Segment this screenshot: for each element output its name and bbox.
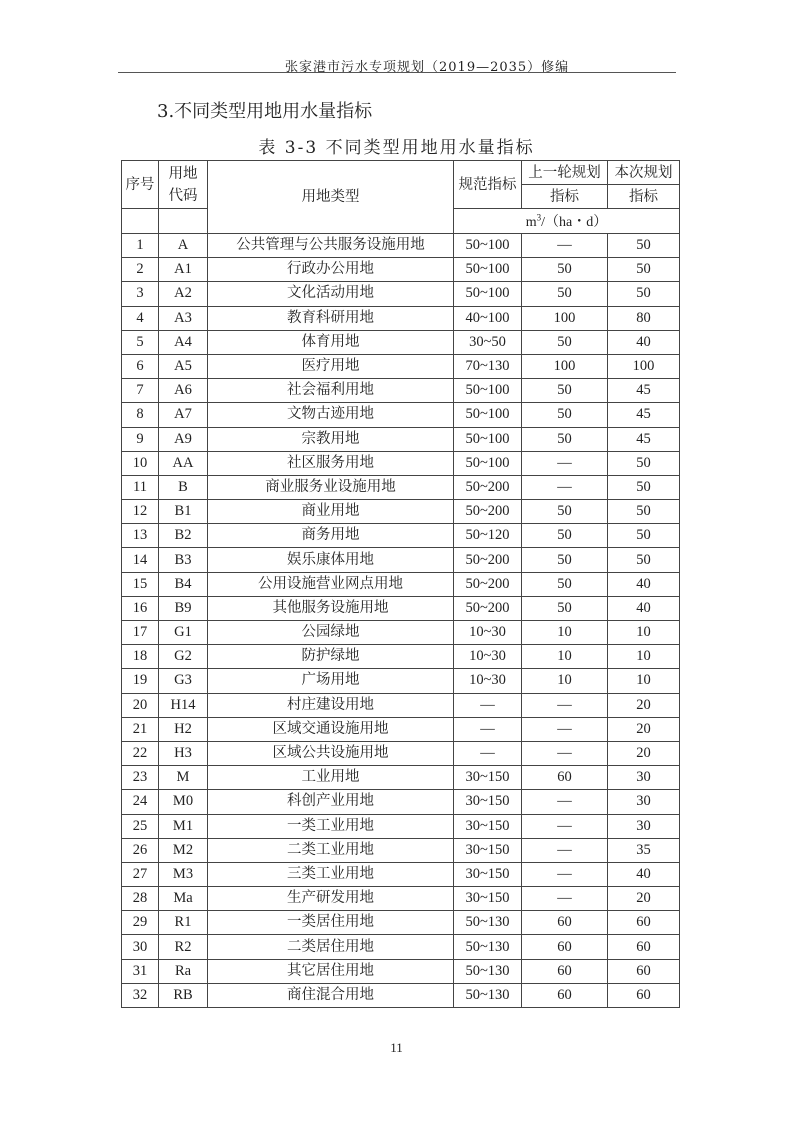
row-standard: 50~200 (454, 548, 522, 572)
row-standard: 50~100 (454, 451, 522, 475)
table-row (122, 814, 680, 838)
row-standard: 50~120 (454, 524, 522, 548)
row-current: 50 (608, 234, 680, 258)
page-number: 11 (390, 1040, 403, 1055)
row-code: Ma (159, 887, 208, 911)
unit-suffix: /（ha・d） (541, 215, 608, 230)
header-code (159, 161, 208, 209)
row-code: M (159, 766, 208, 790)
row-type: 宗教用地 (208, 427, 454, 451)
row-previous: 50 (522, 548, 608, 572)
table-row (122, 427, 680, 451)
row-code: B1 (159, 500, 208, 524)
water-use-index-table (121, 160, 680, 1008)
row-standard: — (454, 693, 522, 717)
row-previous: 100 (522, 354, 608, 378)
row-current: 40 (608, 572, 680, 596)
row-code: H2 (159, 717, 208, 741)
row-current: 40 (608, 862, 680, 886)
row-code: G2 (159, 645, 208, 669)
row-previous: 50 (522, 282, 608, 306)
table-row (122, 862, 680, 886)
table-caption: 表 3-3 不同类型用地用水量指标 (258, 138, 535, 158)
row-type: 公用设施营业网点用地 (208, 572, 454, 596)
table-row (122, 790, 680, 814)
row-standard: 10~30 (454, 645, 522, 669)
row-standard: 30~150 (454, 887, 522, 911)
row-code: A (159, 234, 208, 258)
row-code: A2 (159, 282, 208, 306)
table-row (122, 354, 680, 378)
row-current: 60 (608, 911, 680, 935)
row-current: 30 (608, 814, 680, 838)
table-row (122, 935, 680, 959)
row-seq: 5 (122, 330, 159, 354)
row-code: A5 (159, 354, 208, 378)
row-code: A3 (159, 306, 208, 330)
row-current: 100 (608, 354, 680, 378)
table-row (122, 403, 680, 427)
row-type: 商住混合用地 (208, 983, 454, 1007)
row-previous: 10 (522, 669, 608, 693)
row-current: 50 (608, 451, 680, 475)
table-row (122, 717, 680, 741)
row-seq: 9 (122, 427, 159, 451)
row-seq: 27 (122, 862, 159, 886)
row-previous: 60 (522, 959, 608, 983)
unit-prefix: m (525, 215, 537, 230)
header-code-line1: 用地 (168, 165, 198, 182)
table-row (122, 959, 680, 983)
row-type: 商业服务业设施用地 (208, 475, 454, 499)
row-seq: 31 (122, 959, 159, 983)
row-previous: — (522, 717, 608, 741)
row-standard: 50~100 (454, 234, 522, 258)
row-seq: 20 (122, 693, 159, 717)
row-standard: 50~130 (454, 959, 522, 983)
row-standard: 30~150 (454, 790, 522, 814)
row-current: 20 (608, 741, 680, 765)
row-code: B (159, 475, 208, 499)
header-previous-line2: 指标 (522, 185, 608, 209)
header-code-line2: 代码 (168, 187, 198, 204)
row-previous: 60 (522, 766, 608, 790)
row-previous: 50 (522, 379, 608, 403)
row-current: 40 (608, 596, 680, 620)
row-previous: 60 (522, 935, 608, 959)
row-seq: 2 (122, 258, 159, 282)
row-type: 科创产业用地 (208, 790, 454, 814)
row-code: A1 (159, 258, 208, 282)
row-current: 10 (608, 669, 680, 693)
table-row (122, 766, 680, 790)
row-current: 35 (608, 838, 680, 862)
row-previous: — (522, 862, 608, 886)
row-current: 10 (608, 645, 680, 669)
row-code: A7 (159, 403, 208, 427)
table-row (122, 258, 680, 282)
row-current: 20 (608, 693, 680, 717)
row-code: A9 (159, 427, 208, 451)
table-row (122, 693, 680, 717)
row-type: 体育用地 (208, 330, 454, 354)
row-seq: 17 (122, 621, 159, 645)
row-standard: — (454, 717, 522, 741)
row-current: 45 (608, 403, 680, 427)
unit-superscript: 3 (536, 212, 542, 223)
row-type: 公共管理与公共服务设施用地 (208, 234, 454, 258)
row-previous: — (522, 814, 608, 838)
row-code: M1 (159, 814, 208, 838)
header-previous-line1: 上一轮规划 (522, 161, 608, 185)
row-code: B9 (159, 596, 208, 620)
row-standard: 30~150 (454, 814, 522, 838)
header-current-line2: 指标 (608, 185, 680, 209)
table-row (122, 669, 680, 693)
row-previous: — (522, 741, 608, 765)
row-code: RB (159, 983, 208, 1007)
row-code: M3 (159, 862, 208, 886)
table-row (122, 282, 680, 306)
row-type: 医疗用地 (208, 354, 454, 378)
table-row (122, 306, 680, 330)
table-row (122, 379, 680, 403)
row-current: 60 (608, 983, 680, 1007)
table-row (122, 330, 680, 354)
header-current-line1: 本次规划 (608, 161, 680, 185)
row-previous: 60 (522, 911, 608, 935)
row-previous: — (522, 790, 608, 814)
header-seq-continued (122, 209, 159, 234)
row-current: 60 (608, 935, 680, 959)
row-standard: 50~200 (454, 572, 522, 596)
row-previous: 50 (522, 403, 608, 427)
row-current: 50 (608, 500, 680, 524)
row-previous: — (522, 693, 608, 717)
row-current: 10 (608, 621, 680, 645)
row-current: 50 (608, 524, 680, 548)
row-current: 20 (608, 887, 680, 911)
row-standard: 50~100 (454, 258, 522, 282)
row-code: AA (159, 451, 208, 475)
row-type: 工业用地 (208, 766, 454, 790)
row-current: 50 (608, 475, 680, 499)
row-standard: 50~130 (454, 983, 522, 1007)
header-seq-label: 序号 (125, 176, 155, 193)
row-seq: 11 (122, 475, 159, 499)
row-code: G3 (159, 669, 208, 693)
row-current: 45 (608, 427, 680, 451)
row-standard: 50~130 (454, 911, 522, 935)
row-previous: 50 (522, 524, 608, 548)
row-code: Ra (159, 959, 208, 983)
row-seq: 14 (122, 548, 159, 572)
row-type: 公园绿地 (208, 621, 454, 645)
row-previous: — (522, 475, 608, 499)
row-seq: 10 (122, 451, 159, 475)
row-seq: 32 (122, 983, 159, 1007)
header-standard-label: 规范指标 (458, 176, 517, 193)
row-type: 生产研发用地 (208, 887, 454, 911)
row-current: 30 (608, 766, 680, 790)
table-row (122, 524, 680, 548)
row-previous: 50 (522, 258, 608, 282)
header-seq (122, 161, 159, 209)
row-seq: 28 (122, 887, 159, 911)
table-row (122, 887, 680, 911)
table-row (122, 596, 680, 620)
row-seq: 29 (122, 911, 159, 935)
row-standard: 30~50 (454, 330, 522, 354)
header-type-label: 用地类型 (301, 189, 360, 205)
table-row (122, 911, 680, 935)
row-type: 区域公共设施用地 (208, 741, 454, 765)
row-seq: 21 (122, 717, 159, 741)
row-standard: 50~100 (454, 427, 522, 451)
header-code-continued (159, 209, 208, 234)
table-body (122, 234, 680, 1008)
section-title: 3.不同类型用地用水量指标 (157, 101, 373, 122)
row-standard: 10~30 (454, 669, 522, 693)
table-row (122, 741, 680, 765)
row-type: 防护绿地 (208, 645, 454, 669)
row-type: 村庄建设用地 (208, 693, 454, 717)
row-seq: 6 (122, 354, 159, 378)
row-previous: — (522, 887, 608, 911)
row-type: 娱乐康体用地 (208, 548, 454, 572)
row-type: 其它居住用地 (208, 959, 454, 983)
row-seq: 23 (122, 766, 159, 790)
row-type: 广场用地 (208, 669, 454, 693)
row-seq: 12 (122, 500, 159, 524)
row-current: 40 (608, 330, 680, 354)
row-standard: 30~150 (454, 766, 522, 790)
row-seq: 22 (122, 741, 159, 765)
row-type: 社会福利用地 (208, 379, 454, 403)
table-row (122, 548, 680, 572)
row-type: 三类工业用地 (208, 862, 454, 886)
row-seq: 7 (122, 379, 159, 403)
row-standard: 50~200 (454, 596, 522, 620)
row-type: 二类居住用地 (208, 935, 454, 959)
row-previous: 50 (522, 427, 608, 451)
row-code: R2 (159, 935, 208, 959)
row-seq: 19 (122, 669, 159, 693)
row-code: G1 (159, 621, 208, 645)
table-row (122, 475, 680, 499)
row-code: R1 (159, 911, 208, 935)
row-previous: 10 (522, 621, 608, 645)
row-type: 教育科研用地 (208, 306, 454, 330)
row-previous: — (522, 451, 608, 475)
row-code: B2 (159, 524, 208, 548)
row-previous: 50 (522, 500, 608, 524)
row-standard: 50~100 (454, 379, 522, 403)
row-seq: 25 (122, 814, 159, 838)
row-previous: 60 (522, 983, 608, 1007)
header-type (208, 161, 454, 234)
header-standard (454, 161, 522, 209)
row-seq: 30 (122, 935, 159, 959)
table-row (122, 645, 680, 669)
row-standard: 50~200 (454, 500, 522, 524)
row-code: H3 (159, 741, 208, 765)
row-standard: 50~100 (454, 403, 522, 427)
row-standard: 50~130 (454, 935, 522, 959)
row-previous: 50 (522, 330, 608, 354)
row-seq: 18 (122, 645, 159, 669)
row-seq: 13 (122, 524, 159, 548)
row-standard: 50~100 (454, 282, 522, 306)
row-seq: 26 (122, 838, 159, 862)
table-row (122, 500, 680, 524)
row-current: 50 (608, 258, 680, 282)
row-type: 文化活动用地 (208, 282, 454, 306)
row-type: 区域交通设施用地 (208, 717, 454, 741)
row-seq: 3 (122, 282, 159, 306)
row-code: B3 (159, 548, 208, 572)
row-current: 60 (608, 959, 680, 983)
unit-row (454, 209, 680, 234)
table-row (122, 234, 680, 258)
row-previous: 100 (522, 306, 608, 330)
row-code: B4 (159, 572, 208, 596)
row-previous: 50 (522, 596, 608, 620)
row-seq: 8 (122, 403, 159, 427)
row-type: 二类工业用地 (208, 838, 454, 862)
row-seq: 1 (122, 234, 159, 258)
row-previous: 50 (522, 572, 608, 596)
running-header: 张家港市污水专项规划（2019—2035）修编 (285, 60, 570, 75)
row-standard: 30~150 (454, 862, 522, 886)
table-row (122, 983, 680, 1007)
row-seq: 24 (122, 790, 159, 814)
row-code: M0 (159, 790, 208, 814)
row-seq: 4 (122, 306, 159, 330)
row-current: 30 (608, 790, 680, 814)
row-standard: 40~100 (454, 306, 522, 330)
row-previous: — (522, 838, 608, 862)
row-type: 一类工业用地 (208, 814, 454, 838)
row-code: A4 (159, 330, 208, 354)
row-type: 其他服务设施用地 (208, 596, 454, 620)
table-row (122, 838, 680, 862)
row-type: 商业用地 (208, 500, 454, 524)
row-current: 20 (608, 717, 680, 741)
row-type: 商务用地 (208, 524, 454, 548)
row-type: 文物古迹用地 (208, 403, 454, 427)
row-seq: 16 (122, 596, 159, 620)
row-current: 80 (608, 306, 680, 330)
row-standard: 10~30 (454, 621, 522, 645)
row-seq: 15 (122, 572, 159, 596)
row-code: H14 (159, 693, 208, 717)
table-row (122, 451, 680, 475)
row-code: M2 (159, 838, 208, 862)
row-previous: 10 (522, 645, 608, 669)
row-previous: — (522, 234, 608, 258)
row-standard: 50~200 (454, 475, 522, 499)
row-standard: — (454, 741, 522, 765)
row-current: 45 (608, 379, 680, 403)
row-standard: 70~130 (454, 354, 522, 378)
table-row (122, 572, 680, 596)
row-type: 社区服务用地 (208, 451, 454, 475)
row-type: 一类居住用地 (208, 911, 454, 935)
row-code: A6 (159, 379, 208, 403)
row-current: 50 (608, 548, 680, 572)
row-type: 行政办公用地 (208, 258, 454, 282)
row-current: 50 (608, 282, 680, 306)
header-divider (118, 72, 676, 73)
table-row (122, 621, 680, 645)
row-standard: 30~150 (454, 838, 522, 862)
